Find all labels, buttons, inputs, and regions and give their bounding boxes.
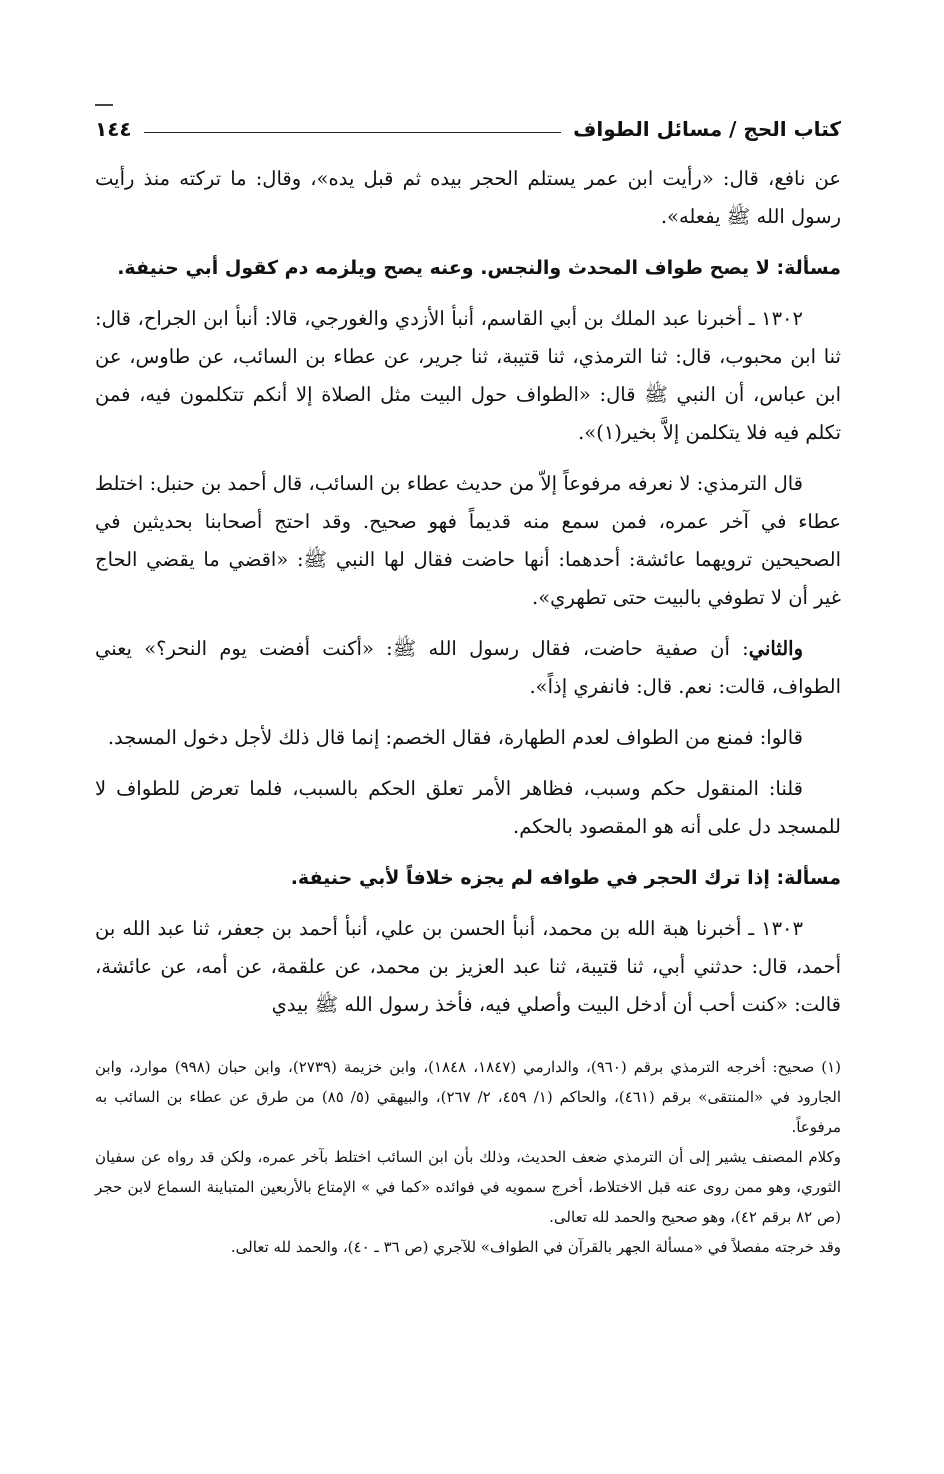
header-rule [144, 132, 562, 133]
running-header [95, 106, 841, 152]
page-number: ١٤٤ [95, 117, 132, 141]
paragraph-text: : أن صفية حاضت، فقال رسول الله ﷺ: «أكنت أفضت يوم النحر؟» يعني الطواف، قالت: نعم. قال: فانفري إذاً». [95, 637, 841, 698]
hadith-paragraph: ١٣٠٣ ـ أخبرنا هبة الله بن محمد، أنبأ الحسن بن علي، أنبأ أحمد بن جعفر، ثنا عبد الله بن أحمد، قال: حدثني أبي، ثنا قتيبة، ثنا عبد العزيز بن محمد، عن علقمة، عن أمه، عن عائشة، قالت: «كنت أحب أن أدخل البيت وأصلي فيه، فأخذ رسول الله ﷺ بيدي [95, 917, 841, 1016]
paragraph: قالوا: فمنع من الطواف لعدم الطهارة، فقال الخصم: إنما قال ذلك لأجل دخول المسجد. [107, 726, 803, 749]
paragraph: قلنا: المنقول حكم وسبب، فظاهر الأمر تعلق الحكم بالسبب، فلما تعرض للطواف لا للمسجد دل على أنه هو المقصود بالحكم. [95, 777, 841, 838]
footnote-continuation: وكلام المصنف يشير إلى أن الترمذي ضعف الحديث، وذلك بأن ابن السائب اختلط بآخر عمره، ولكن قد رواه عن سفيان الثوري، وهو ممن روى عنه قبل الاختلاط، أخرج سمويه في فوائده «كما في » الإمتاع بالأربعين المتباينة السماع لابن حجر (ص ٨٢ برقم ٤٢)، وهو صحيح والحمد لله تعالى. [95, 1148, 841, 1226]
footnotes [95, 1052, 841, 1262]
book-page [95, 100, 841, 1262]
paragraph: قال الترمذي: لا نعرفه مرفوعاً إلاّ من حديث عطاء بن السائب، قال أحمد بن حنبل: اختلط عطاء في آخر عمره، فمن سمع منه قديماً فهو صحيح. وقد احتج أصحابنا بحديثين في الصحيحين ترويهما عائشة: أحدهما: أنها حاضت فقال لها النبي ﷺ: «اقضي ما يقضي الحاج غير أن لا تطوفي بالبيت حتى تطهري». [95, 472, 842, 609]
paragraph: عن نافع، قال: «رأيت ابن عمر يستلم الحجر بيده ثم قبل يده»، وقال: ما تركته منذ رأيت رسول الله ﷺ يفعله». [95, 167, 841, 228]
footnote-continuation: وقد خرجته مفصلاً في «مسألة الجهر بالقرآن في الطواف» للآجري (ص ٣٦ ـ ٤٠)، والحمد لله تعالى. [230, 1238, 841, 1256]
running-title: كتاب الحج / مسائل الطواف [573, 117, 841, 141]
paragraph [95, 630, 841, 706]
section-heading: مسألة: لا يصح طواف المحدث والنجس. وعنه يصح ويلزمه دم كقول أبي حنيفة. [117, 257, 841, 279]
body-text [95, 160, 841, 1024]
hadith-paragraph: ١٣٠٢ ـ أخبرنا عبد الملك بن أبي القاسم، أنبأ الأزدي والغورجي، قالا: أنبأ ابن الجراح، قال: ثنا ابن محبوب، قال: ثنا الترمذي، ثنا قتيبة، ثنا جرير، عن عطاء بن السائب، عن طاوس، عن ابن عباس، أن النبي ﷺ قال: «الطواف حول البيت مثل الصلاة إلا أنكم تتكلمون فيه، فمن تكلم فيه فلا يتكلمن إلاَّ بخير(١)». [95, 307, 841, 444]
paragraph-lead: والثاني [748, 637, 803, 660]
section-heading: مسألة: إذا ترك الحجر في طوافه لم يجزه خلافاً لأبي حنيفة. [290, 867, 841, 889]
footnote: (١) صحيح: أخرجه الترمذي برقم (٩٦٠)، والدارمي (١٨٤٧، ١٨٤٨)، وابن خزيمة (٢٧٣٩)، وابن حبان (٩٩٨) موارد، وابن الجارود في «المنتقى» برقم (٤٦١)، والحاكم (١/ ٤٥٩، ٢/ ٢٦٧)، والبيهقي (٥/ ٨٥) من طرق عن عطاء بن السائب به مرفوعاً. [95, 1058, 842, 1136]
